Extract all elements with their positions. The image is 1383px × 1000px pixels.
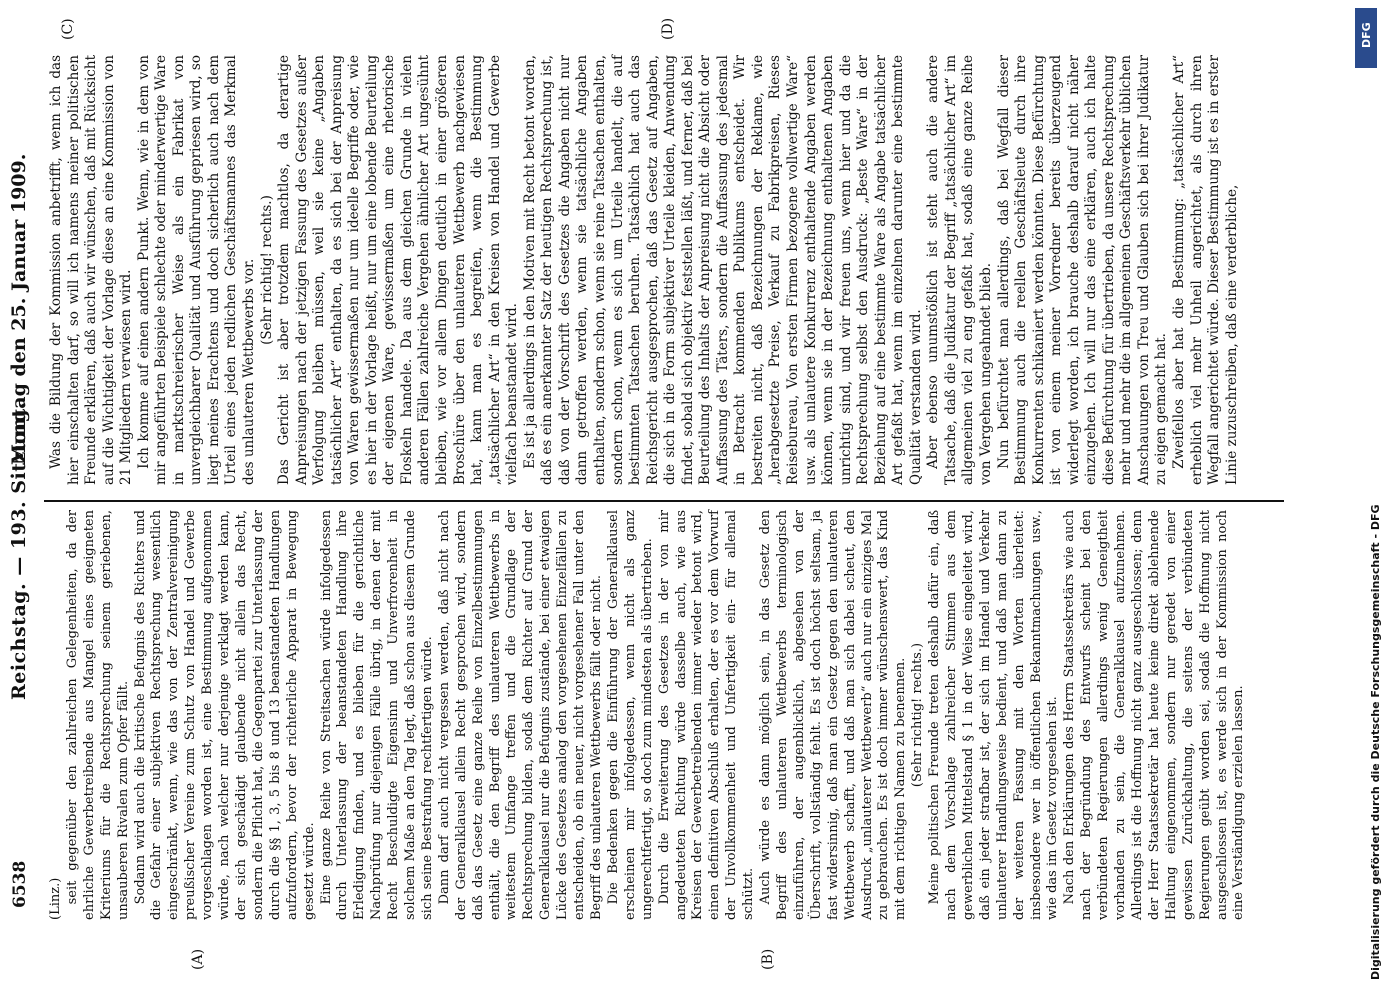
interjection: (Sehr richtig! rechts.) [258, 195, 275, 345]
paragraph: seit gegenüber den zahlreichen Gelegenheiten, da der ehrliche Gewerbetreibende aus Mangel eines geeigneten Kriteriums für die Rechtsprechung seinem geriebenen, unsauberen Rivalen zum Opfer fällt. [64, 510, 131, 920]
digitization-credit [1355, 100, 1382, 980]
interjection: (Sehr richtig! rechts.) [910, 642, 926, 788]
header-left-title: Reichstag. — 193. Sitzung. [8, 401, 30, 700]
paragraph: Aber ebenso unumstößlich ist steht auch die andere Tatsache, daß die Judikatur der Begriff „tatsächlicher Art“ im allgemeinen viel zu eng gefaßt hat, sodaß eine ganze Reihe von Vergehen ungeahndet blieb. [925, 55, 994, 485]
paragraph: Es ist ja allerdings in den Motiven mit Recht betont worden, daß es ein anerkannter Satz der heutigen Rechtsprechung ist, daß von der Vorschrift des Gesetzes die Angaben nicht nur dann getroffen werden, wenn sie tatsächliche Angaben enthalten, sondern schon, wenn sie reine Tatsachen enthalten, sondern schon, wenn es sich um Urteile handelt, die auf bestimmten Tatsachen beruhen. Tatsächlich hat auch das Reichsgericht ausgesprochen, daß das Gesetz auf Angaben, die sich in die Form subjektiver Urteile kleiden, Anwendung findet, sobald sich objektiv feststellen läßt, und ferner, daß bei Beurteilung des Inhalts der Anpreisung nicht die Absicht oder Auffassung des Täters, sondern die Auffassung des jedesmal in Betracht kommenden Publikums entscheidet. Wir bestreiten nicht, daß Bezeichnungen der Reklame, wie „herabgesetzte Preise, Verkauf zu Fabrikpreisen, Rieses Reisebureau, Von ersten Firmen bezogene vollwertige Ware“ usw. als unlautere Konkurrenz enthaltende Angaben werden können, wenn sie in der Bezeichnung enthaltenen Angaben unrichtig sind, und wir freuen uns, wenn hier und da die Rechtsprechung selbst den Ausdruck: „Beste Ware“ in der Beziehung auf eine bestimmte Ware als Angabe tatsächlicher Art gefaßt hat, wenn im einzelnen darunter eine bestimmte Qualität verstanden wird. [521, 55, 924, 485]
paragraph: Ich komme auf einen andern Punkt. Wenn, wie in dem von mir angeführten Beispiele schlechte oder minderwertige Ware in marktschreierischer Weise als ein Fabrikat von unvergleichbarer Qualität und Ausführung gepriesen wird, so liegt meines Erachtens und doch sicherlich auch nach dem Urteil eines jeden redlichen Geschäftsmannes das Merkmal des unlauteren Wettbewerbs vor. [135, 55, 258, 485]
paragraph: Was die Bildung der Kommission anbetrifft, wenn ich das hier einschalten darf, so will ich namens meiner politischen Freunde erklären, daß auch wir wünschen, daß mit Rücksicht auf die Wichtigkeit der Vorlage diese an eine Kommission von 21 Mitgliedern verwiesen wird. [48, 55, 135, 485]
margin-marker-a: (A) [190, 948, 206, 970]
dfg-logo-text: DFG [1360, 22, 1373, 48]
paragraph: Meine politischen Freunde treten deshalb dafür ein, daß nach dem Vorschlage zahlreicher Stimmen aus dem gewerblichen Mittelstand § 1 in der Weise eingeleitet wird, daß ein jeder strafbar ist, der sich im Handel und Verkehr unlauterer Handlungsweise bedient, und daß man dann zu der weiteren Fassung mit den Worten überleitet: insbesondere wer in öffentlichen Bekanntmachungen usw., wie das im Gesetz vorgesehen ist. [927, 510, 1061, 920]
page-number: 6538 [10, 860, 30, 908]
paragraph: Nach den Erklärungen des Herrn Staatssekretärs wie auch nach der Begründung des Entwurfs scheint bei den verbündeten Regierungen allerdings wenig Geneigtheit vorhanden zu sein, die Generalklausel aufzunehmen. Allerdings ist die Hoffnung nicht ganz ausgeschlossen; denn der Herr Staatssekretär hat heute keine direkt ablehnende Haltung eingenommen, sondern nur geredet von einer gewissen Zurückhaltung, die seitens der verbündeten Regierungen geübt worden sei, sodaß die Hoffnung nicht ausgeschlossen ist, es werde sich in der Kommission noch eine Verständigung erzielen lassen. [1062, 510, 1247, 920]
margin-marker-b: (B) [760, 948, 776, 970]
paragraph: Zweifellos aber hat die Bestimmung: „tatsächlicher Art“ erheblich viel mehr Unheil angerichtet, als durch ihren Wegfall angerichtet würde. Dieser Bestimmung ist es in erster Linie zuzuschreiben, daß eine verderbliche, [1171, 55, 1240, 485]
paragraph: Dann darf auch nicht vergessen werden, daß nicht nach der Generalklausel allein Recht gesprochen wird, sondern daß das Gesetz eine ganze Reihe von Einzelbestimmungen enthält, die den Begriff des unlauteren Wettbewerbs in weitestem Umfange treffen und die Grundlage der Rechtsprechung bilden, sodaß dem Richter auf Grund der Generalklausel nur die Befugnis zustände, bei einer etwaigen Lücke des Gesetzes analog den vorgesehenen Einzelfällen zu entscheiden, ob ein neuer, nicht vorgesehener Fall unter den Begriff des unlauteren Wettbewerbs fällt oder nicht. [436, 510, 604, 920]
paragraph: Sodann wird auch die kritische Befugnis des Richters und die Gefahr einer subjektiven Rechtsprechung wesentlich eingeschränkt, wenn, wie das von der Zentralvereinigung preußischer Vereine zum Schutz von Handel und Gewerbe vorgeschlagen worden ist, eine Bestimmung aufgenommen würde, nach welcher nur derjenige verklagt werden kann, der sich geschädigt glaubende nicht allein das Recht, sondern die Pflicht hat, die Gegenpartei zur Unterlassung der durch die §§ 1, 3, 5 bis 8 und 13 beanstandeten Handlungen aufzufordern, bevor der richterliche Apparat in Bewegung gesetzt würde. [132, 510, 317, 920]
column-divider [44, 500, 1284, 502]
left-column [48, 510, 1248, 920]
dfg-logo [1355, 8, 1377, 68]
speaker-tag: (Linz.) [48, 877, 63, 920]
paragraph: Eine ganze Reihe von Streitsachen würde infolgedessen durch Unterlassung der beanstandeten Handlung ihre Erledigung finden, und es blieben für die gerichtliche Nachprüfung nur diejenigen Fälle übrig, in denen der mit Recht Beschuldigte Eigensinn und Unverfrorenheit in solchem Maße an den Tag legt, daß schon aus diesem Grunde sich seine Bestrafung rechtfertigen würde. [318, 510, 435, 920]
margin-marker-c: (C) [60, 18, 76, 40]
paragraph: Die Bedenken gegen die Einführung der Generalklausel erscheinen mir infolgedessen, wenn nicht als ganz ungerechtfertigt, so doch zum mindesten als übertrieben. [605, 510, 655, 920]
margin-marker-d: (D) [660, 17, 676, 40]
paragraph: Durch die Erweiterung des Gesetzes in der von mir angedeuteten Richtung würde dasselbe auch, wie aus Kreisen der Gewerbetreibenden immer wieder betont wird, einen definitiven Abschluß erhalten, der es vor dem Vorwurf der Unvollkommenheit und Unfertigkeit ein- für allemal schützt. [656, 510, 757, 920]
right-column [48, 55, 1241, 485]
page-header [0, 0, 44, 1000]
header-right-title: Montag den 25. Januar 1909. [8, 153, 30, 465]
paragraph: Nun befürchtet man allerdings, daß bei Wegfall dieser Bestimmung auch die reellen Geschäftsleute durch ihre Konkurrenten schikaniert werden könnten. Diese Befürchtung ist von einem meiner Vorredner bereits überzeugend widerlegt worden, ich brauche deshalb darauf nicht näher einzugehen. Ich will nur das eine erklären, auch ich halte diese Befürchtung für übertrieben, da unsere Rechtsprechung mehr und mehr die im allgemeinen Geschäftsverkehr üblichen Anschauungen von Treu und Glauben sich bei ihrer Judikatur zu eigen gemacht hat. [995, 55, 1170, 485]
paragraph: Das Gericht ist aber trotzdem machtlos, da derartige Anpreisungen nach der jetzigen Fassung des Gesetzes außer Verfolgung bleiben müssen, weil sie keine „Angaben tatsächlicher Art“ enthalten, da es sich bei der Anpreisung von Waren gewissermaßen nur um ideelle Begriffe oder, wie es hier in der Vorlage heißt, nur um eine lobende Beurteilung der eigenen Ware, gewissermaßen um eine rhetorische Floskeln handele. Da aus dem gleichen Grunde in vielen anderen Fällen zahlreiche Vergehen ähnlicher Art ungesühnt bleiben, wie vor allem Dingen deutlich in einer größeren Broschüre über den unlauteren Wettbewerb nachgewiesen hat, kann man es begreifen, wenn die Bestimmung „tatsächlicher Art“ in den Kreisen von Handel und Gewerbe vielfach beanstandet wird. [276, 55, 521, 485]
digitization-credit-text: Digitalisierung gefördert durch die Deutsche Forschungsgemeinschaft - DFG [1369, 504, 1382, 980]
paragraph: Auch würde es dann möglich sein, in das Gesetz den Begriff des unlauteren Wettbewerbs terminologisch einzuführen, der augenblicklich, abgesehen von der Überschrift, vollständig fehlt. Es ist doch höchst seltsam, ja fast widersinnig, daß man ein Gesetz gegen den unlauteren Wettbewerb schafft, und daß man sich dabei scheut, den Ausdruck „unlauterer Wettbewerb“ auch nur ein einziges Mal zu gebrauchen. Es ist doch immer wünschenswert, das Kind mit dem richtigen Namen zu benennen. [758, 510, 909, 920]
